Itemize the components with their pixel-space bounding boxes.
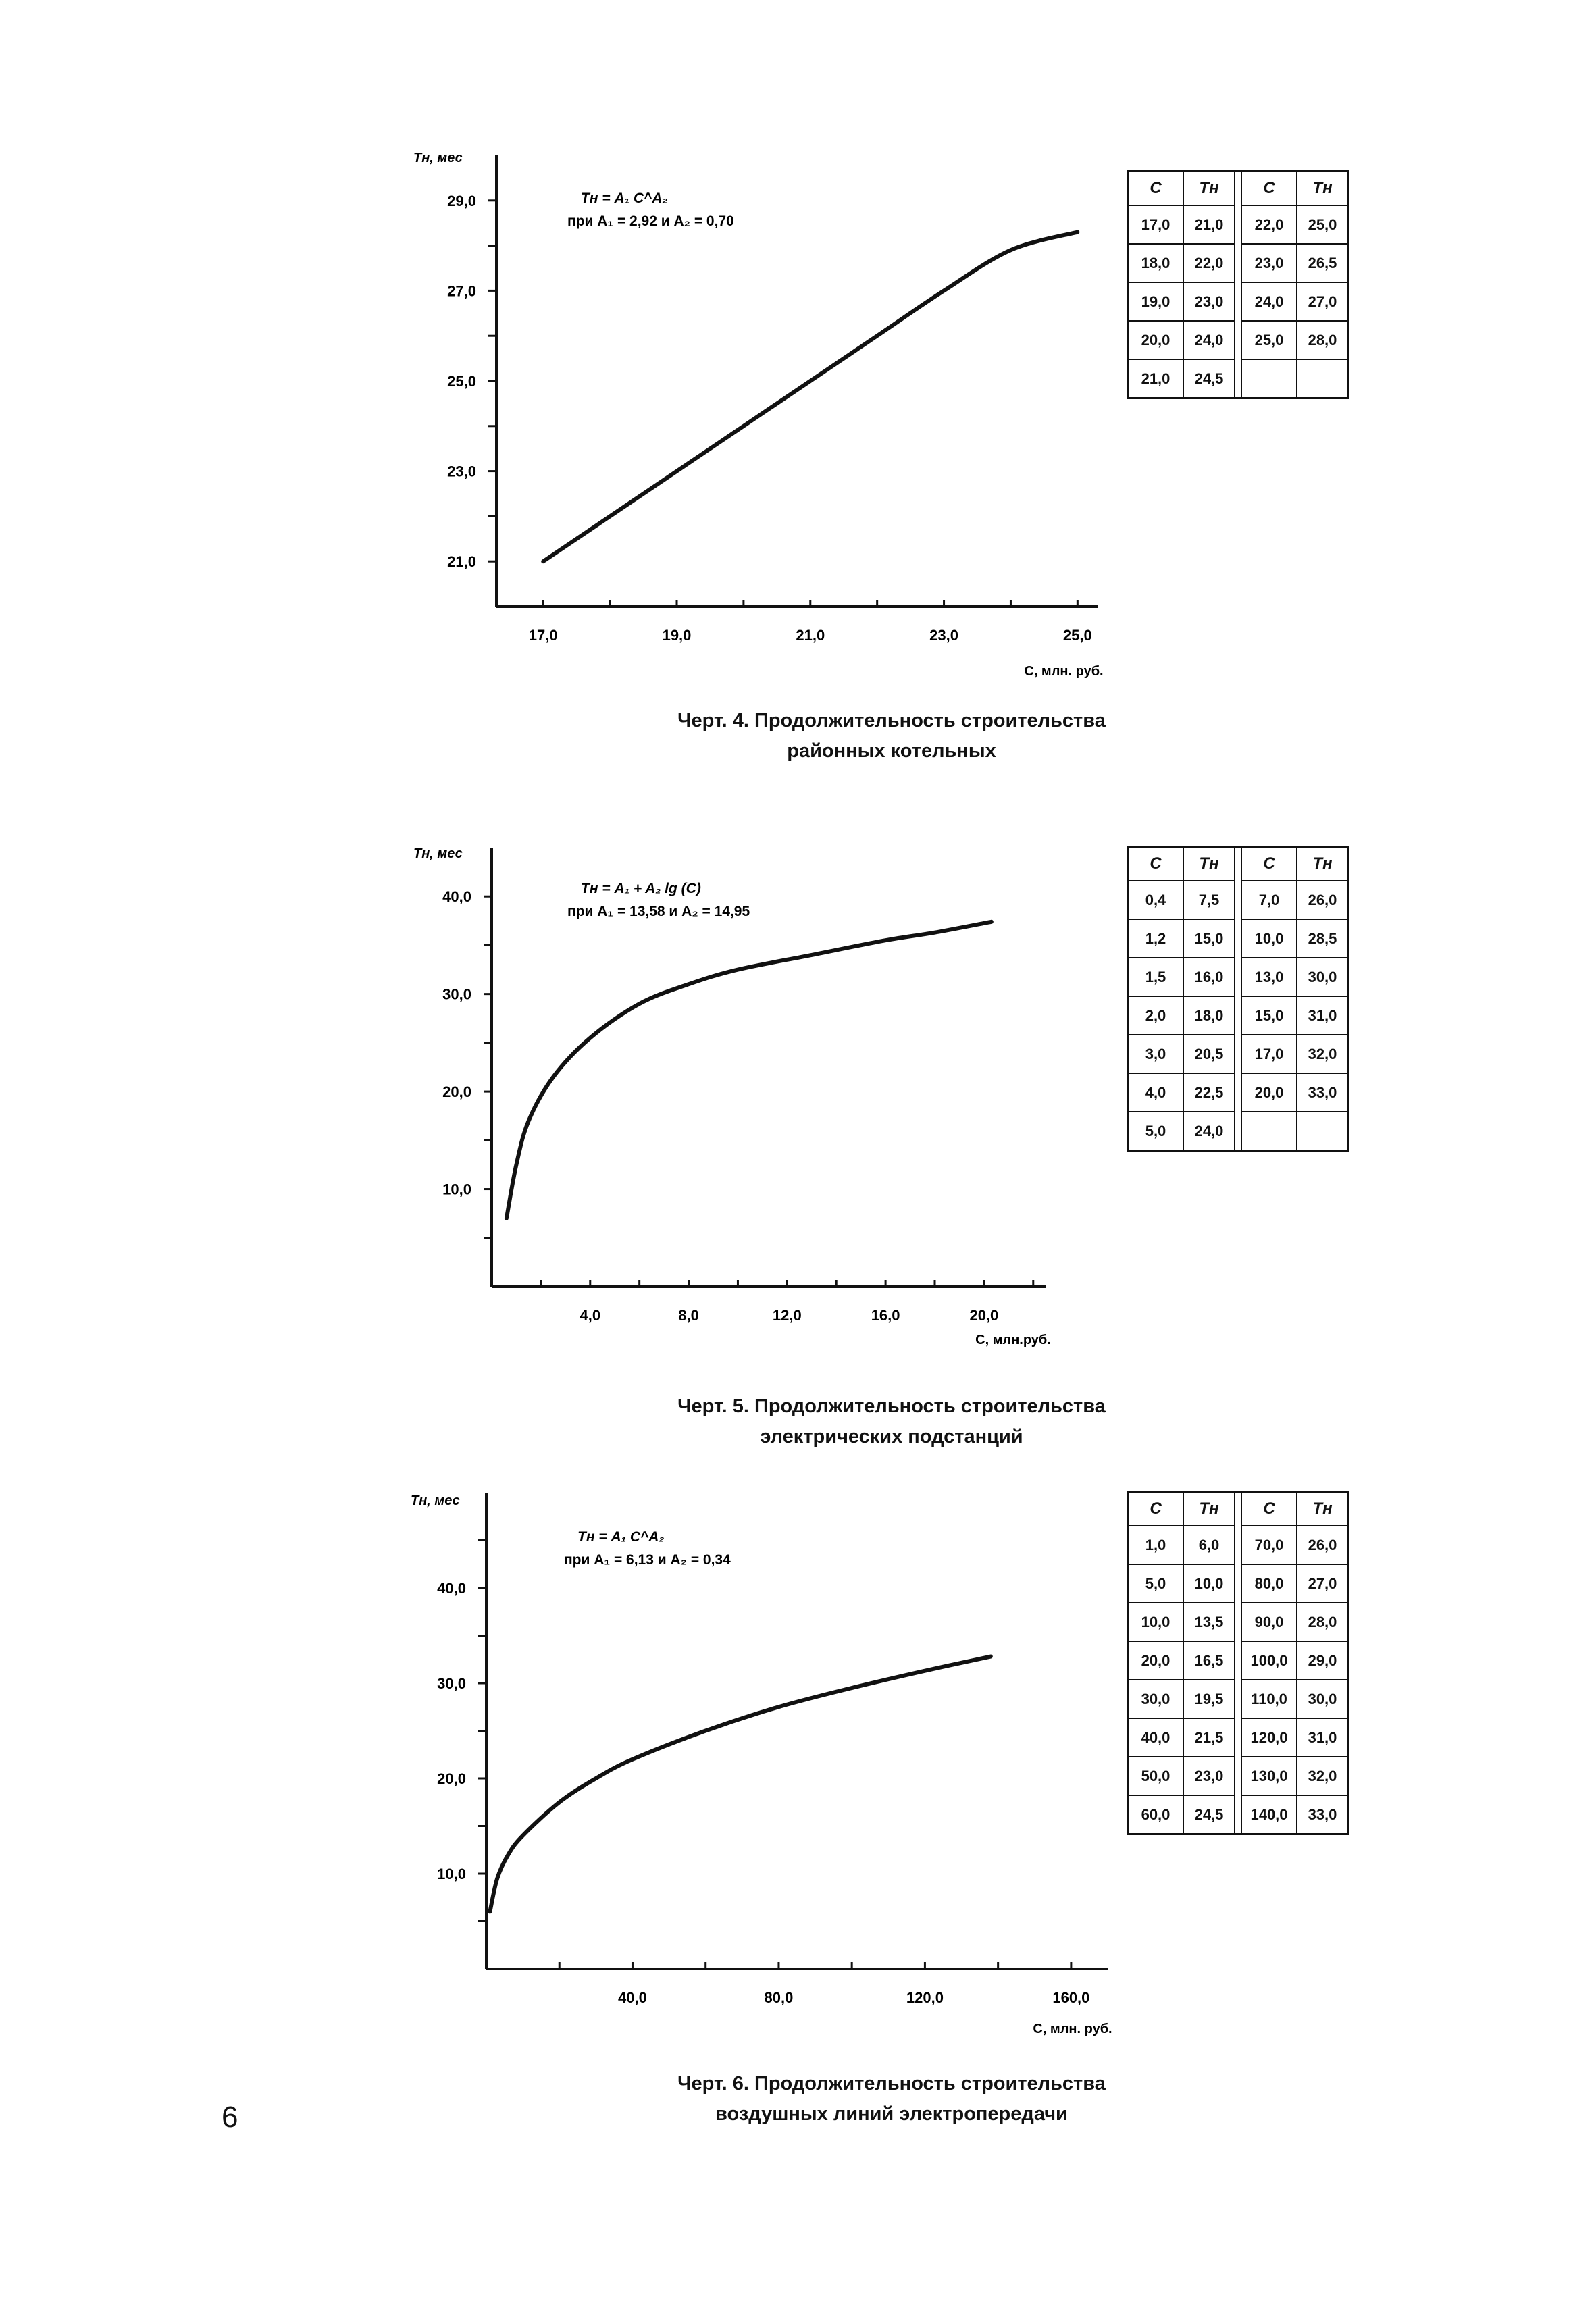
x-tick-label: 160,0 xyxy=(1052,1989,1090,2006)
x-tick-label: 40,0 xyxy=(618,1989,647,2006)
table-cell: 28,0 xyxy=(1297,321,1349,359)
table-cell: 50,0 xyxy=(1128,1757,1184,1795)
table-cell: 22,5 xyxy=(1183,1073,1235,1112)
table-cell: 21,0 xyxy=(1183,205,1235,244)
table-row xyxy=(1128,1526,1349,1564)
table-cell: 80,0 xyxy=(1241,1564,1297,1603)
table-cell: 30,0 xyxy=(1297,958,1349,996)
chart-formula-params: при A₁ = 2,92 и A₂ = 0,70 xyxy=(567,213,734,229)
table-cell: 7,0 xyxy=(1241,881,1297,919)
table-cell: 23,0 xyxy=(1241,244,1297,282)
x-tick-label: 16,0 xyxy=(871,1307,900,1324)
table-cell: 26,0 xyxy=(1297,881,1349,919)
table-header-cell: Tн xyxy=(1297,847,1349,881)
table-gap xyxy=(1235,1526,1241,1564)
table-cell: 27,0 xyxy=(1297,282,1349,321)
table-gap xyxy=(1235,1718,1241,1757)
table-cell: 2,0 xyxy=(1128,996,1184,1035)
table-row xyxy=(1128,1641,1349,1680)
table-header-cell: С xyxy=(1128,1492,1184,1526)
x-axis-label: С, млн. руб. xyxy=(1024,664,1104,679)
x-tick-label: 21,0 xyxy=(796,627,825,644)
chart-formula-params: при A₁ = 13,58 и A₂ = 14,95 xyxy=(567,904,750,919)
table-cell: 24,5 xyxy=(1183,359,1235,398)
table-cell: 5,0 xyxy=(1128,1564,1184,1603)
table-header-cell: С xyxy=(1241,1492,1297,1526)
table-row xyxy=(1128,1718,1349,1757)
table-cell: 30,0 xyxy=(1128,1680,1184,1718)
chart-6-table xyxy=(1127,1491,1349,1835)
x-tick-label: 20,0 xyxy=(969,1307,999,1324)
x-tick-label: 120,0 xyxy=(906,1989,944,2006)
table-cell: 0,4 xyxy=(1128,881,1184,919)
table-gap xyxy=(1235,1603,1241,1641)
chart-6-caption xyxy=(554,2069,1229,2130)
table-cell: 40,0 xyxy=(1128,1718,1184,1757)
table-cell: 110,0 xyxy=(1241,1680,1297,1718)
table-cell: 24,5 xyxy=(1183,1795,1235,1834)
y-tick-label: 29,0 xyxy=(447,192,476,209)
table-row xyxy=(1128,1795,1349,1834)
table-header-cell: Tн xyxy=(1297,172,1349,206)
table-cell: 1,2 xyxy=(1128,919,1184,958)
table-header-cell: С xyxy=(1241,847,1297,881)
table-cell: 1,0 xyxy=(1128,1526,1184,1564)
chart-6-caption-line-2: воздушных линий электропередачи xyxy=(715,2103,1068,2125)
table-cell: 33,0 xyxy=(1297,1073,1349,1112)
table-cell: 33,0 xyxy=(1297,1795,1349,1834)
table-cell: 3,0 xyxy=(1128,1035,1184,1073)
table-gap xyxy=(1235,1680,1241,1718)
chart-4-caption-line-2: районных котельных xyxy=(787,740,996,762)
table-header-row xyxy=(1128,1492,1349,1526)
table-cell: 4,0 xyxy=(1128,1073,1184,1112)
x-axis-label: С, млн.руб. xyxy=(975,1333,1051,1347)
y-tick-label: 25,0 xyxy=(447,373,476,390)
table-row xyxy=(1128,1757,1349,1795)
y-tick-label: 30,0 xyxy=(437,1675,466,1692)
table-cell: 20,0 xyxy=(1241,1073,1297,1112)
y-axis-label: Tн, мес xyxy=(413,151,463,165)
table-cell: 23,0 xyxy=(1183,1757,1235,1795)
table-gap xyxy=(1235,1492,1241,1526)
table-cell: 90,0 xyxy=(1241,1603,1297,1641)
table-header-cell: Tн xyxy=(1183,847,1235,881)
table-header-cell: Tн xyxy=(1183,172,1235,206)
chart-5-caption-line-2: электрических подстанций xyxy=(760,1426,1023,1447)
table-cell: 15,0 xyxy=(1241,996,1297,1035)
table-cell: 24,0 xyxy=(1241,282,1297,321)
table-cell: 22,0 xyxy=(1241,205,1297,244)
chart-6-caption-line-1: Черт. 6. Продолжительность строительства xyxy=(677,2073,1106,2094)
x-axis-label: С, млн. руб. xyxy=(1033,2022,1112,2036)
table-header-cell: С xyxy=(1128,847,1184,881)
table-cell: 15,0 xyxy=(1183,919,1235,958)
table-header-cell: Tн xyxy=(1297,1492,1349,1526)
x-tick-label: 4,0 xyxy=(580,1307,601,1324)
y-tick-label: 27,0 xyxy=(447,282,476,300)
table-cell: 20,5 xyxy=(1183,1035,1235,1073)
chart-formula-params: при A₁ = 6,13 и A₂ = 0,34 xyxy=(564,1552,731,1568)
y-tick-label: 20,0 xyxy=(442,1083,471,1101)
table-cell: 100,0 xyxy=(1241,1641,1297,1680)
table-cell: 30,0 xyxy=(1297,1680,1349,1718)
table-cell: 20,0 xyxy=(1128,321,1184,359)
table-cell: 6,0 xyxy=(1183,1526,1235,1564)
page-number: 6 xyxy=(222,2101,238,2134)
table-cell: 25,0 xyxy=(1241,321,1297,359)
table-cell: 27,0 xyxy=(1297,1564,1349,1603)
y-tick-label: 21,0 xyxy=(447,553,476,571)
table-cell: 32,0 xyxy=(1297,1757,1349,1795)
table-cell: 32,0 xyxy=(1297,1035,1349,1073)
table-cell: 17,0 xyxy=(1128,205,1184,244)
table-cell: 29,0 xyxy=(1297,1641,1349,1680)
table-cell: 28,0 xyxy=(1297,1603,1349,1641)
y-tick-label: 20,0 xyxy=(437,1770,466,1787)
table-cell: 70,0 xyxy=(1241,1526,1297,1564)
y-axis-label: Tн, мес xyxy=(413,846,463,861)
table-cell: 24,0 xyxy=(1183,1112,1235,1151)
table-cell: 26,0 xyxy=(1297,1526,1349,1564)
x-tick-label: 23,0 xyxy=(929,627,958,644)
table-cell: 1,5 xyxy=(1128,958,1184,996)
table-cell: 7,5 xyxy=(1183,881,1235,919)
table-cell: 16,0 xyxy=(1183,958,1235,996)
table-cell: 31,0 xyxy=(1297,1718,1349,1757)
table-cell: 13,0 xyxy=(1241,958,1297,996)
table-header-cell: С xyxy=(1128,172,1184,206)
table-cell: 5,0 xyxy=(1128,1112,1184,1151)
x-tick-label: 17,0 xyxy=(528,627,558,644)
table-cell: 60,0 xyxy=(1128,1795,1184,1834)
table-gap xyxy=(1235,1564,1241,1603)
table-gap xyxy=(1235,1641,1241,1680)
chart-5-caption-line-1: Черт. 5. Продолжительность строительства xyxy=(677,1395,1106,1417)
x-tick-label: 19,0 xyxy=(662,627,692,644)
table-cell: 10,0 xyxy=(1241,919,1297,958)
x-tick-label: 12,0 xyxy=(772,1307,802,1324)
chart-formula: Tн = A₁ C^A₂ xyxy=(577,1529,665,1545)
table-cell: 22,0 xyxy=(1183,244,1235,282)
table-cell: 13,5 xyxy=(1183,1603,1235,1641)
table-cell: 17,0 xyxy=(1241,1035,1297,1073)
table-cell: 24,0 xyxy=(1183,321,1235,359)
table-cell: 19,5 xyxy=(1183,1680,1235,1718)
table-row xyxy=(1128,1680,1349,1718)
table-gap xyxy=(1235,1757,1241,1795)
x-tick-label: 25,0 xyxy=(1062,627,1092,644)
y-tick-label: 10,0 xyxy=(437,1866,466,1882)
y-tick-label: 10,0 xyxy=(442,1181,471,1198)
y-tick-label: 40,0 xyxy=(442,888,471,906)
x-tick-label: 80,0 xyxy=(764,1989,794,2006)
table-cell: 21,0 xyxy=(1128,359,1184,398)
table-cell: 28,5 xyxy=(1297,919,1349,958)
y-tick-label: 23,0 xyxy=(447,463,476,480)
chart-formula: Tн = A₁ + A₂ lg (C) xyxy=(581,881,701,896)
table-cell: 18,0 xyxy=(1183,996,1235,1035)
table-header-cell: С xyxy=(1241,172,1297,206)
x-tick-label: 8,0 xyxy=(678,1307,699,1324)
table-cell: 26,5 xyxy=(1297,244,1349,282)
table-cell: 16,5 xyxy=(1183,1641,1235,1680)
table-cell: 10,0 xyxy=(1183,1564,1235,1603)
table-row xyxy=(1128,1564,1349,1603)
table-cell: 140,0 xyxy=(1241,1795,1297,1834)
y-tick-label: 30,0 xyxy=(442,985,471,1003)
table-cell: 120,0 xyxy=(1241,1718,1297,1757)
table-header-cell: Tн xyxy=(1183,1492,1235,1526)
table-cell: 21,5 xyxy=(1183,1718,1235,1757)
table-cell: 10,0 xyxy=(1128,1603,1184,1641)
table-cell: 31,0 xyxy=(1297,996,1349,1035)
table-cell: 19,0 xyxy=(1128,282,1184,321)
table-cell: 23,0 xyxy=(1183,282,1235,321)
y-tick-label: 40,0 xyxy=(437,1580,466,1597)
table-cell: 25,0 xyxy=(1297,205,1349,244)
table-cell: 130,0 xyxy=(1241,1757,1297,1795)
table-cell: 20,0 xyxy=(1128,1641,1184,1680)
table-gap xyxy=(1235,1795,1241,1834)
table-row xyxy=(1128,1603,1349,1641)
chart-4-caption-line-1: Черт. 4. Продолжительность строительства xyxy=(677,710,1106,731)
table-cell: 18,0 xyxy=(1128,244,1184,282)
series-line xyxy=(490,1657,990,1912)
chart-formula: Tн = A₁ C^A₂ xyxy=(581,190,668,206)
y-axis-label: Tн, мес xyxy=(411,1493,460,1508)
